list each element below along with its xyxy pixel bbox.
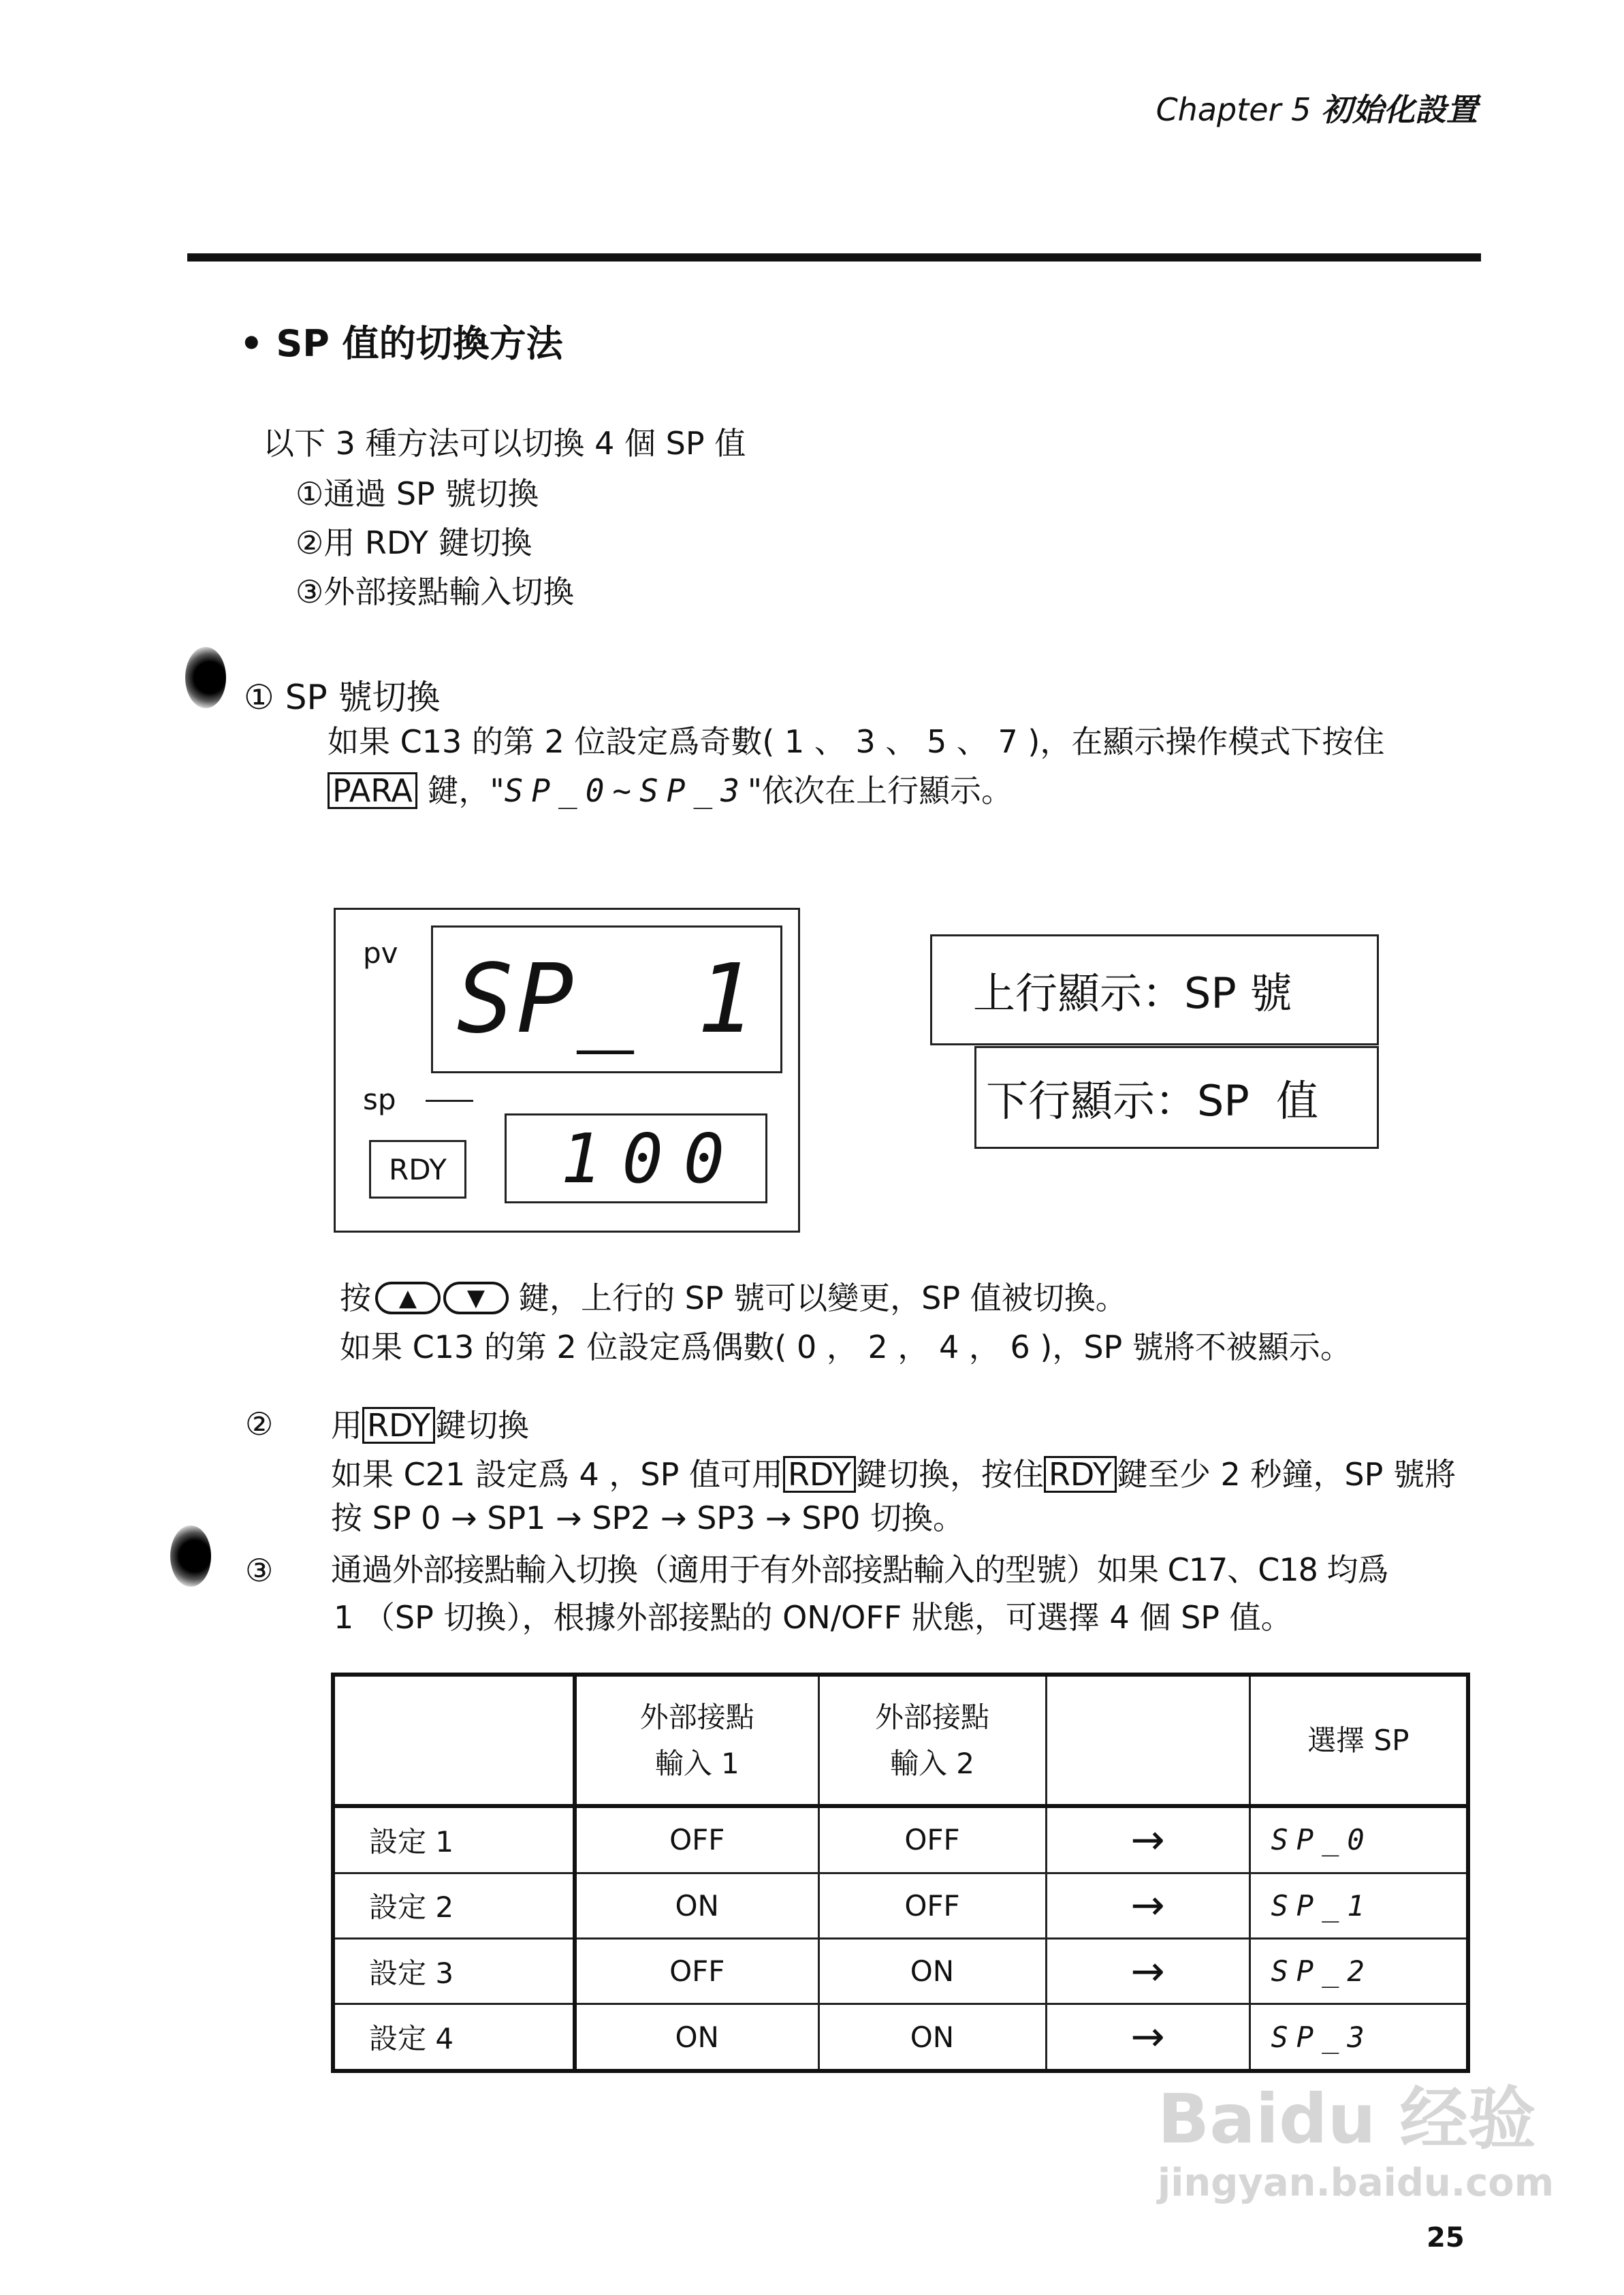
header-cell: 選擇 SP	[1249, 1675, 1468, 1806]
cell: ON	[818, 2004, 1046, 2071]
lower-display	[505, 1113, 767, 1203]
method2-line1	[331, 1456, 1456, 1493]
text: "依次在上行顯示。	[747, 772, 1013, 809]
upper-display	[431, 925, 782, 1073]
sp-label: sp	[363, 1083, 396, 1116]
method2-heading	[331, 1407, 529, 1444]
text: 如果 C21 設定爲 4 ，SP 值可用	[331, 1456, 783, 1493]
chapter-header	[1156, 85, 1478, 130]
seg-range: SP_0~SP_3	[504, 772, 748, 809]
cell: SP_1	[1249, 1873, 1468, 1938]
page-number: 25	[1427, 2222, 1465, 2253]
watermark-brand: Baidu 经验	[1158, 2079, 1536, 2159]
cell: ON	[575, 1873, 818, 1938]
chapter-title: 初始化設置	[1321, 91, 1478, 128]
pv-label: pv	[363, 936, 398, 970]
cell: 設定 4	[333, 2004, 575, 2071]
cell: SP_0	[1249, 1806, 1468, 1873]
intro-line: 以下 3 種方法可以切換 4 個 SP 值	[263, 425, 746, 462]
section-title: • SP 值的切換方法	[240, 322, 563, 365]
method1-after-line1	[340, 1282, 1127, 1314]
cell: OFF	[575, 1806, 818, 1873]
down-key-icon: ▼	[443, 1282, 509, 1314]
method2-line2: 按 SP 0 → SP1 → SP2 → SP3 → SP0 切換。	[331, 1500, 965, 1536]
cell: 設定 3	[333, 1938, 575, 2004]
table-row	[333, 2004, 1468, 2071]
method1-line2	[328, 772, 1013, 809]
table-header-row	[333, 1675, 1468, 1806]
arrow-icon: →	[1046, 1938, 1249, 2004]
cell: 設定 1	[333, 1806, 575, 1873]
text: 鍵至少 2 秒鐘，SP 號將	[1116, 1456, 1456, 1493]
text: 用	[331, 1407, 362, 1444]
lower-note: 下行顯示：SP 值	[986, 1076, 1319, 1126]
lower-display-value: 100	[560, 1118, 745, 1199]
rdy-key[interactable]	[369, 1140, 466, 1199]
header-cell: 外部接點 輸入 1	[575, 1675, 818, 1806]
cell: 設定 2	[333, 1873, 575, 1938]
table-row	[333, 1806, 1468, 1873]
intro-item: ③外部接點輸入切換	[296, 573, 575, 610]
method3-number: ③	[245, 1552, 274, 1589]
method2-number: ②	[245, 1406, 274, 1442]
arrow-icon: →	[1046, 1806, 1249, 1873]
cell: SP_2	[1249, 1938, 1468, 2004]
sp-dash	[426, 1100, 473, 1102]
chapter-label: Chapter 5	[1156, 91, 1311, 128]
method1-after-line2: 如果 C13 的第 2 位設定爲偶數( 0 ， 2 ， 4 ， 6 )，SP 號將不被顯示。	[340, 1329, 1352, 1365]
cell: OFF	[818, 1806, 1046, 1873]
intro-item: ①通過 SP 號切換	[296, 475, 539, 512]
text: 鍵切換	[434, 1407, 529, 1444]
text: 鍵，上行的 SP 號可以變更，SP 值被切換。	[518, 1280, 1127, 1316]
cell: ON	[575, 2004, 818, 2071]
upper-note: 上行顯示：SP 號	[973, 968, 1292, 1018]
watermark-url: jingyan.baidu.com	[1158, 2161, 1555, 2205]
text: 鍵，"	[427, 772, 505, 809]
upper-note-box	[930, 934, 1379, 1045]
table-row	[333, 1873, 1468, 1938]
rdy-key-label: RDY	[389, 1152, 447, 1186]
up-key-icon: ▲	[375, 1282, 441, 1314]
arrow-icon: →	[1046, 2004, 1249, 2071]
arrow-icon: →	[1046, 1873, 1249, 1938]
para-key: PARA	[328, 772, 417, 809]
rdy-key-inline: RDY	[1044, 1456, 1117, 1493]
method1-heading: ① SP 號切換	[244, 678, 441, 717]
rdy-key-inline: RDY	[783, 1456, 856, 1493]
table-row	[333, 1938, 1468, 2004]
header-cell	[1046, 1675, 1249, 1806]
text: 按	[340, 1280, 371, 1316]
rdy-key-inline: RDY	[362, 1407, 435, 1444]
cell: OFF	[818, 1873, 1046, 1938]
binder-hole-mark	[185, 647, 226, 708]
cell: OFF	[575, 1938, 818, 2004]
binder-hole-mark	[170, 1525, 211, 1587]
cell: SP_3	[1249, 2004, 1468, 2071]
upper-display-value: SP_ 1	[456, 944, 757, 1055]
method3-line1: 通過外部接點輸入切換（適用于有外部接點輸入的型號）如果 C17、C18 均爲	[331, 1551, 1388, 1588]
intro-item: ②用 RDY 鍵切換	[296, 524, 532, 561]
cell: ON	[818, 1938, 1046, 2004]
header-cell: 外部接點 輸入 2	[818, 1675, 1046, 1806]
method3-line2: 1 （SP 切換），根據外部接點的 ON/OFF 狀態，可選擇 4 個 SP 值。	[334, 1599, 1292, 1636]
header-cell	[333, 1675, 575, 1806]
header-rule	[187, 253, 1481, 262]
lower-note-box	[974, 1046, 1379, 1149]
method1-line1: 如果 C13 的第 2 位設定爲奇數( 1 、 3 、 5 、 7 )，在顯示操作模式下按住	[328, 723, 1385, 760]
text: 鍵切換，按住	[855, 1456, 1044, 1493]
sp-selection-table	[331, 1673, 1470, 2073]
